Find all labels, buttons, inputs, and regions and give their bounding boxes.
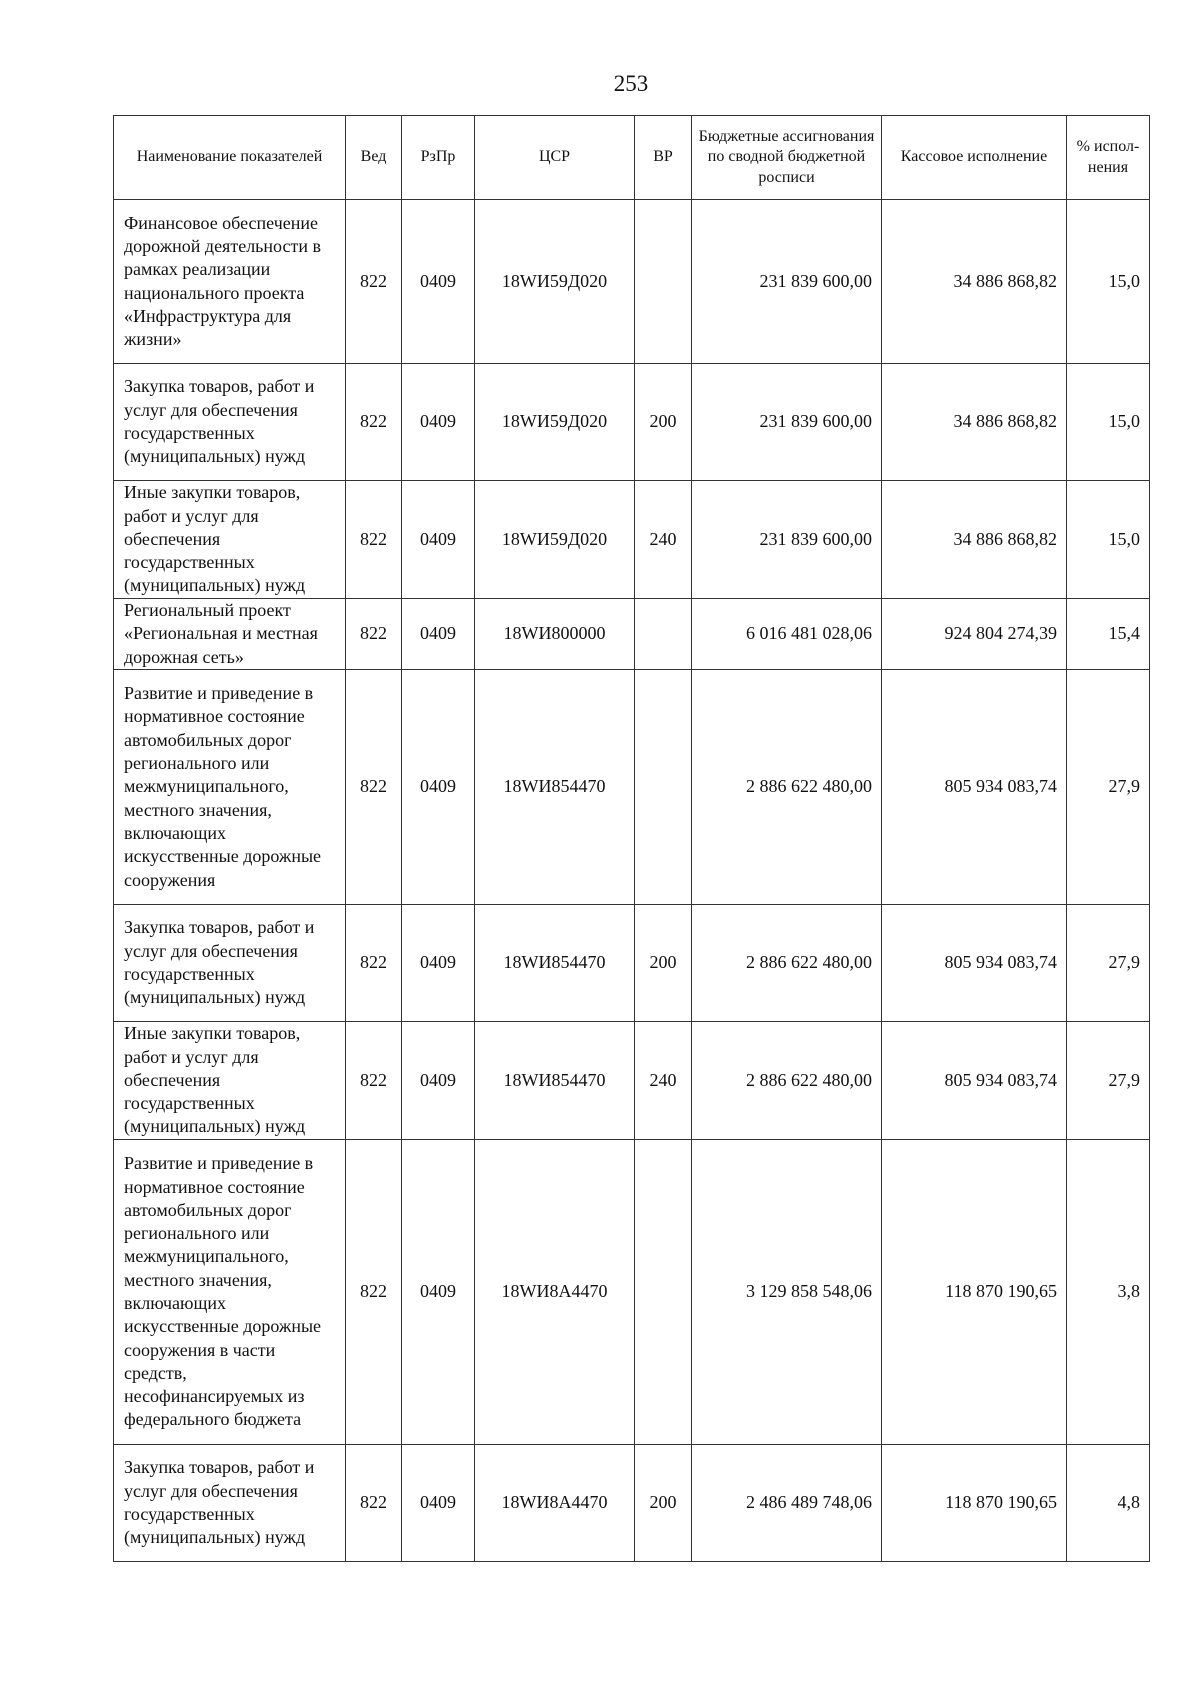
cell-budget: 2 886 622 480,00 — [692, 1022, 882, 1140]
cell-name: Закупка товаров, работ и услуг для обеспечения государственных (муниципальных) нужд — [114, 905, 346, 1022]
cell-rzpr: 0409 — [402, 364, 475, 481]
table-row — [114, 905, 1150, 1022]
cell-budget: 3 129 858 548,06 — [692, 1140, 882, 1445]
table-row — [114, 599, 1150, 670]
cell-percent: 27,9 — [1067, 905, 1150, 1022]
cell-csr: 18WИ8А4470 — [475, 1445, 635, 1562]
cell-vr: 240 — [635, 481, 692, 599]
cell-rzpr: 0409 — [402, 1022, 475, 1140]
cell-percent: 27,9 — [1067, 1022, 1150, 1140]
cell-csr: 18WИ800000 — [475, 599, 635, 670]
cell-csr: 18WИ59Д020 — [475, 481, 635, 599]
cell-percent: 15,0 — [1067, 200, 1150, 364]
cell-name: Региональный проект «Региональная и местная дорожная сеть» — [114, 599, 346, 670]
cell-cash: 34 886 868,82 — [882, 364, 1067, 481]
cell-budget: 2 886 622 480,00 — [692, 670, 882, 905]
cell-ved: 822 — [346, 1445, 402, 1562]
cell-ved: 822 — [346, 1140, 402, 1445]
header-percent: % испол-нения — [1067, 116, 1150, 200]
header-vr: ВР — [635, 116, 692, 200]
cell-budget: 2 886 622 480,00 — [692, 905, 882, 1022]
table-row — [114, 1022, 1150, 1140]
cell-percent: 3,8 — [1067, 1140, 1150, 1445]
cell-vr: 200 — [635, 1445, 692, 1562]
cell-ved: 822 — [346, 599, 402, 670]
cell-csr: 18WИ59Д020 — [475, 364, 635, 481]
cell-ved: 822 — [346, 670, 402, 905]
cell-percent: 4,8 — [1067, 1445, 1150, 1562]
cell-vr: 200 — [635, 905, 692, 1022]
cell-csr: 18WИ854470 — [475, 670, 635, 905]
cell-name: Закупка товаров, работ и услуг для обеспечения государственных (муниципальных) нужд — [114, 364, 346, 481]
cell-percent: 15,4 — [1067, 599, 1150, 670]
cell-name: Закупка товаров, работ и услуг для обеспечения государственных (муниципальных) нужд — [114, 1445, 346, 1562]
header-name: Наименование показателей — [114, 116, 346, 200]
cell-vr — [635, 599, 692, 670]
header-rzpr: РзПр — [402, 116, 475, 200]
cell-csr: 18WИ8А4470 — [475, 1140, 635, 1445]
cell-ved: 822 — [346, 200, 402, 364]
cell-name: Развитие и приведение в нормативное состояние автомобильных дорог регионального или межмуниципального, местного значения, включающих искусственные дорожные сооружения — [114, 670, 346, 905]
cell-rzpr: 0409 — [402, 1445, 475, 1562]
cell-csr: 18WИ59Д020 — [475, 200, 635, 364]
cell-vr — [635, 670, 692, 905]
cell-name: Финансовое обеспечение дорожной деятельности в рамках реализации национального проекта «Инфраструктура для жизни» — [114, 200, 346, 364]
cell-budget: 231 839 600,00 — [692, 364, 882, 481]
budget-execution-table — [113, 115, 1150, 1562]
cell-cash: 805 934 083,74 — [882, 1022, 1067, 1140]
table-row — [114, 1445, 1150, 1562]
cell-rzpr: 0409 — [402, 670, 475, 905]
cell-ved: 822 — [346, 1022, 402, 1140]
cell-budget: 231 839 600,00 — [692, 481, 882, 599]
cell-cash: 34 886 868,82 — [882, 481, 1067, 599]
header-csr: ЦСР — [475, 116, 635, 200]
cell-csr: 18WИ854470 — [475, 905, 635, 1022]
page-number: 253 — [613, 71, 649, 96]
cell-ved: 822 — [346, 364, 402, 481]
cell-rzpr: 0409 — [402, 200, 475, 364]
table-row — [114, 481, 1150, 599]
table-row — [114, 200, 1150, 364]
cell-percent: 27,9 — [1067, 670, 1150, 905]
cell-rzpr: 0409 — [402, 599, 475, 670]
cell-budget: 6 016 481 028,06 — [692, 599, 882, 670]
table-header-row — [114, 116, 1150, 200]
cell-cash: 34 886 868,82 — [882, 200, 1067, 364]
cell-budget: 231 839 600,00 — [692, 200, 882, 364]
cell-name: Иные закупки товаров, работ и услуг для обеспечения государственных (муниципальных) нужд — [114, 1022, 346, 1140]
table-row — [114, 670, 1150, 905]
cell-vr: 200 — [635, 364, 692, 481]
cell-budget: 2 486 489 748,06 — [692, 1445, 882, 1562]
cell-ved: 822 — [346, 481, 402, 599]
header-budget: Бюджетные ассигнования по сводной бюджетной росписи — [692, 116, 882, 200]
cell-rzpr: 0409 — [402, 1140, 475, 1445]
cell-name: Иные закупки товаров, работ и услуг для обеспечения государственных (муниципальных) нужд — [114, 481, 346, 599]
cell-vr — [635, 200, 692, 364]
cell-percent: 15,0 — [1067, 481, 1150, 599]
cell-rzpr: 0409 — [402, 481, 475, 599]
cell-cash: 118 870 190,65 — [882, 1445, 1067, 1562]
table-row — [114, 364, 1150, 481]
cell-vr — [635, 1140, 692, 1445]
header-ved: Вед — [346, 116, 402, 200]
cell-cash: 118 870 190,65 — [882, 1140, 1067, 1445]
cell-cash: 805 934 083,74 — [882, 905, 1067, 1022]
header-cash: Кассовое исполнение — [882, 116, 1067, 200]
cell-percent: 15,0 — [1067, 364, 1150, 481]
cell-csr: 18WИ854470 — [475, 1022, 635, 1140]
cell-cash: 805 934 083,74 — [882, 670, 1067, 905]
cell-vr: 240 — [635, 1022, 692, 1140]
cell-ved: 822 — [346, 905, 402, 1022]
cell-cash: 924 804 274,39 — [882, 599, 1067, 670]
cell-name: Развитие и приведение в нормативное состояние автомобильных дорог регионального или межмуниципального, местного значения, включающих искусственные дорожные сооружения в части средств, несофинансируемых из федерального бюджета — [114, 1140, 346, 1445]
cell-rzpr: 0409 — [402, 905, 475, 1022]
table-row — [114, 1140, 1150, 1445]
